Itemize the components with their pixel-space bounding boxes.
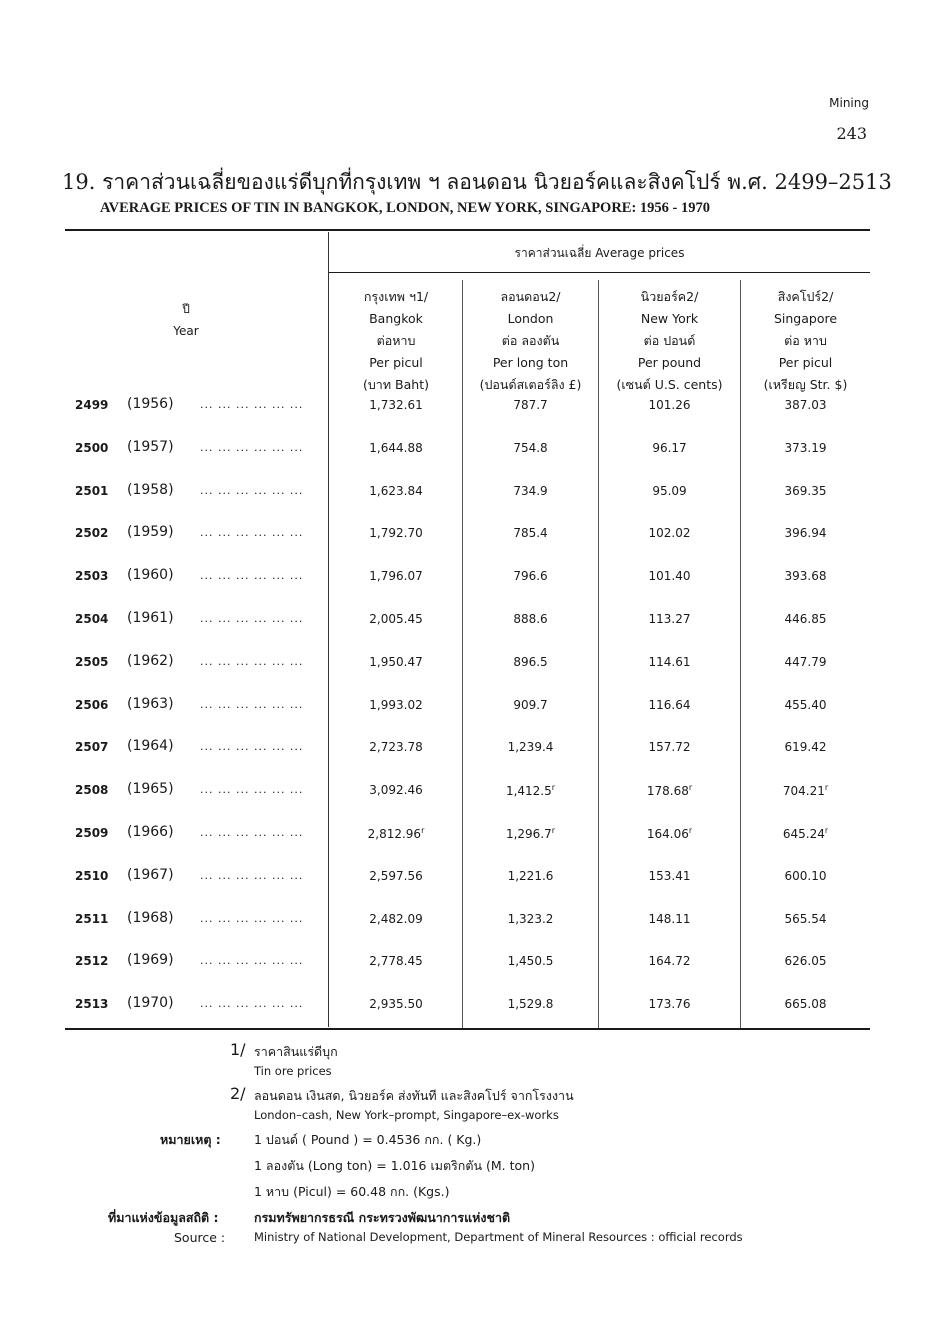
header-unit-thai: ต่อ หาบ [784, 333, 827, 348]
leader-dots [200, 441, 330, 454]
london-price-value: 896.5 [513, 654, 548, 669]
newyork-price-value: 114.61 [648, 654, 691, 669]
year-be-value: 2508 [75, 783, 109, 798]
london-price [463, 826, 598, 841]
london-price [463, 912, 598, 926]
revised-mark: r [824, 826, 829, 835]
year-ad [127, 952, 187, 968]
london-price-value: 734.9 [513, 483, 548, 498]
singapore-price-value: 665.08 [784, 997, 827, 1012]
leader-dots-value: ... ... ... ... ... ... [200, 654, 304, 668]
header-currency: (เซนต์ U.S. cents) [616, 377, 723, 392]
singapore-price [741, 569, 870, 583]
bangkok-price [330, 783, 462, 797]
bangkok-price-value: 1,792.70 [369, 526, 423, 541]
leader-dots-value: ... ... ... ... ... ... [200, 740, 304, 754]
page-number: 243 [836, 124, 867, 143]
source-thai: กรมทรัพยากรธรณี กระทรวงพัฒนาการแห่งชาติ [254, 1210, 511, 1225]
year-be [75, 826, 115, 840]
revised-mark: r [824, 783, 829, 793]
newyork-price-value: 102.02 [648, 526, 691, 541]
leader-dots [200, 698, 330, 711]
bangkok-price [330, 698, 462, 712]
singapore-price [741, 869, 870, 883]
footnote-1-thai: ราคาสินแร่ดีบุก [254, 1044, 338, 1059]
remark-pound: 1 ปอนด์ ( Pound ) = 0.4536 กก. ( Kg.) [254, 1132, 482, 1147]
newyork-price [599, 954, 740, 968]
leader-dots-value: ... ... ... ... ... ... [200, 997, 304, 1011]
bangkok-price [330, 826, 462, 841]
leader-dots-value: ... ... ... ... ... ... [200, 911, 304, 925]
london-price-value: 1,323.2 [507, 911, 554, 926]
year-ad [127, 696, 187, 712]
leader-dots-value: ... ... ... ... ... ... [200, 612, 304, 625]
bangkok-price-value: 1,950.47 [369, 654, 423, 669]
singapore-price-value: 446.85 [784, 612, 827, 626]
leader-dots [200, 484, 330, 497]
bangkok-price [330, 569, 462, 583]
london-price-value: 1,296.7 [505, 827, 552, 841]
year-be-value: 2499 [75, 398, 109, 412]
leader-dots [200, 826, 330, 839]
header-unit-english: Per long ton [492, 355, 569, 370]
header-thai: กรุงเทพ ฯ1/ [363, 289, 429, 304]
newyork-price-value: 153.41 [648, 868, 691, 883]
newyork-price [599, 441, 740, 455]
table-row [65, 866, 870, 889]
newyork-price-value: 157.72 [648, 740, 691, 755]
london-price [463, 569, 598, 583]
year-ad-value: (1969) [127, 952, 174, 969]
london-price [463, 997, 598, 1011]
singapore-price-value: 369.35 [784, 483, 827, 498]
year-be-value: 2512 [75, 954, 109, 969]
year-be [75, 869, 115, 883]
singapore-price-value: 645.24 [782, 827, 825, 841]
table-top-rule [65, 229, 870, 231]
leader-dots [200, 612, 330, 625]
year-be [75, 526, 115, 540]
year-be-value: 2510 [75, 868, 109, 883]
london-price-value: 1,239.4 [507, 740, 554, 755]
bangkok-price [330, 441, 462, 455]
year-ad-value: (1968) [127, 909, 174, 926]
header-unit-english: Per pound [637, 355, 702, 370]
header-unit-english: Per picul [778, 355, 833, 370]
newyork-price [599, 869, 740, 883]
year-ad [127, 738, 187, 754]
header-currency: (ปอนด์สเตอร์ลิง £) [479, 377, 582, 392]
year-be [75, 912, 115, 926]
leader-dots [200, 997, 330, 1010]
year-ad-value: (1957) [127, 438, 174, 455]
leader-dots-value: ... ... ... ... ... ... [200, 697, 304, 711]
table-row [65, 954, 870, 974]
singapore-price-value: 704.21 [782, 784, 825, 799]
leader-dots-value: ... ... ... ... ... ... [200, 954, 304, 968]
leader-dots [200, 869, 330, 882]
bangkok-price [330, 740, 462, 754]
year-ad-value: (1967) [127, 866, 174, 883]
london-price-value: 1,450.5 [507, 954, 554, 969]
year-ad [127, 396, 187, 412]
header-unit-thai: ต่อ ปอนด์ [643, 333, 696, 348]
bangkok-price-value: 1,796.07 [369, 569, 423, 584]
table-row [65, 826, 870, 846]
newyork-price-value: 173.76 [648, 997, 691, 1012]
year-ad-value: (1970) [127, 995, 174, 1012]
newyork-price-value: 113.27 [648, 612, 691, 626]
newyork-price [599, 569, 740, 583]
london-price [463, 954, 598, 968]
table-row [65, 526, 870, 546]
newyork-price [599, 740, 740, 754]
leader-dots-value: ... ... ... ... ... ... [200, 440, 304, 454]
table-row [65, 398, 870, 418]
table-row [65, 997, 870, 1017]
year-header-thai: ปี [182, 302, 190, 316]
table-row [65, 569, 870, 589]
year-column-header [150, 298, 222, 342]
london-column-header [463, 286, 598, 396]
year-ad [127, 439, 187, 455]
header-thai: ลอนดอน2/ [500, 289, 561, 304]
table-bottom-rule [65, 1028, 870, 1030]
london-price [463, 484, 598, 498]
year-ad [127, 653, 187, 669]
bangkok-price-value: 2,005.45 [369, 612, 423, 626]
singapore-price [741, 997, 870, 1011]
year-be [75, 997, 115, 1011]
newyork-price-value: 101.26 [648, 398, 691, 412]
header-english: London [507, 311, 554, 326]
bangkok-price-value: 1,644.88 [369, 440, 423, 455]
singapore-column-header [741, 286, 870, 396]
footnote-1-english: Tin ore prices [254, 1064, 332, 1078]
year-ad-value: (1965) [127, 781, 174, 798]
header-unit-thai: ต่อ ลองตัน [501, 333, 560, 348]
london-price-value: 909.7 [513, 697, 548, 712]
bangkok-price-value: 3,092.46 [369, 783, 423, 798]
average-prices-header: ราคาส่วนเฉลี่ย Average prices [514, 246, 685, 260]
newyork-price [599, 826, 740, 841]
table-row [65, 783, 870, 803]
newyork-price-value: 148.11 [648, 911, 691, 926]
header-english: Bangkok [369, 311, 423, 326]
header-thai: สิงคโปร์2/ [777, 289, 834, 304]
year-be-value: 2511 [75, 911, 109, 926]
newyork-price-value: 101.40 [648, 569, 691, 584]
newyork-price-value: 164.72 [648, 954, 691, 969]
singapore-price [741, 526, 870, 540]
newyork-price-value: 178.68 [646, 784, 689, 799]
year-ad [127, 824, 187, 840]
leader-dots-value: ... ... ... ... ... ... [200, 826, 304, 839]
london-price-value: 1,412.5 [505, 784, 552, 799]
london-price-value: 785.4 [513, 526, 548, 541]
bangkok-price [330, 398, 462, 412]
bangkok-price-value: 2,723.78 [369, 740, 423, 755]
source-thai-label: ที่มาแห่งข้อมูลสถิติ : [108, 1210, 219, 1225]
remark-long-ton: 1 ลองตัน (Long ton) = 1.016 เมตริกตัน (M. ton) [254, 1158, 535, 1173]
newyork-price [599, 612, 740, 626]
header-currency: (บาท Baht) [363, 377, 429, 392]
year-ad-value: (1960) [127, 567, 174, 584]
year-ad [127, 867, 187, 883]
leader-dots [200, 783, 330, 796]
newyork-price [599, 655, 740, 669]
year-ad-value: (1958) [127, 481, 174, 498]
singapore-price [741, 441, 870, 455]
leader-dots [200, 526, 330, 539]
year-be-value: 2502 [75, 526, 109, 541]
singapore-price-value: 393.68 [784, 569, 827, 584]
year-be [75, 441, 115, 455]
year-be [75, 612, 115, 626]
singapore-price-value: 600.10 [784, 868, 827, 883]
singapore-price-value: 619.42 [784, 740, 827, 755]
bangkok-price [330, 655, 462, 669]
year-be-value: 2503 [75, 569, 109, 584]
singapore-price [741, 912, 870, 926]
bangkok-price-value: 2,597.56 [369, 868, 423, 883]
bangkok-price [330, 484, 462, 498]
bangkok-price-value: 1,993.02 [369, 697, 423, 712]
year-be-value: 2505 [75, 654, 109, 669]
singapore-price-value: 396.94 [784, 526, 827, 541]
leader-dots-value: ... ... ... ... ... ... [200, 783, 304, 797]
year-ad [127, 524, 187, 540]
year-be [75, 398, 115, 412]
year-be [75, 783, 115, 797]
year-be-value: 2513 [75, 997, 109, 1012]
bangkok-price [330, 612, 462, 626]
leader-dots [200, 398, 330, 411]
london-price [463, 698, 598, 712]
revised-mark: r [688, 826, 693, 835]
bangkok-column-header [330, 286, 462, 396]
newyork-column-header [599, 286, 740, 396]
header-thai: นิวยอร์ค2/ [640, 289, 699, 304]
london-price [463, 526, 598, 540]
bangkok-price-value: 1,623.84 [369, 483, 423, 498]
london-price [463, 869, 598, 883]
london-price-value: 787.7 [513, 398, 548, 412]
footnote-2-mark: 2/ [230, 1084, 246, 1103]
singapore-price-value: 373.19 [784, 440, 827, 455]
footnote-1-mark: 1/ [230, 1040, 246, 1059]
newyork-price [599, 484, 740, 498]
singapore-price-value: 565.54 [784, 911, 827, 926]
year-be-value: 2506 [75, 697, 109, 712]
bangkok-price-value: 2,482.09 [369, 911, 423, 926]
leader-dots [200, 740, 330, 753]
leader-dots [200, 569, 330, 582]
newyork-price-value: 96.17 [652, 440, 687, 455]
bangkok-price [330, 997, 462, 1011]
singapore-price [741, 398, 870, 412]
singapore-price [741, 655, 870, 669]
singapore-price [741, 740, 870, 754]
title-english: AVERAGE PRICES OF TIN IN BANGKOK, LONDON, NEW YORK, SINGAPORE: 1956 - 1970 [100, 200, 711, 216]
table-row [65, 438, 870, 461]
table-row [65, 695, 870, 718]
year-ad-value: (1956) [127, 396, 174, 412]
header-currency: (เหรียญ Str. $) [763, 377, 848, 392]
newyork-price [599, 997, 740, 1011]
london-price [463, 740, 598, 754]
year-ad-value: (1964) [127, 738, 174, 755]
year-ad-value: (1961) [127, 610, 174, 626]
newyork-price [599, 912, 740, 926]
newyork-price [599, 698, 740, 712]
newyork-price-value: 116.64 [648, 697, 691, 712]
year-ad [127, 567, 187, 583]
bangkok-price-value: 2,778.45 [369, 954, 423, 969]
source-english: Ministry of National Development, Department of Mineral Resources : official records [254, 1230, 743, 1244]
header-english: Singapore [773, 311, 838, 326]
london-price [463, 655, 598, 669]
newyork-price [599, 398, 740, 412]
bangkok-price [330, 526, 462, 540]
table-row [65, 481, 870, 504]
london-price [463, 783, 598, 798]
footnote-2-english: London–cash, New York–prompt, Singapore–ex-works [254, 1108, 559, 1122]
newyork-price [599, 783, 740, 798]
london-price [463, 441, 598, 455]
leader-dots-value: ... ... ... ... ... ... [200, 526, 304, 540]
year-be-value: 2509 [75, 826, 109, 840]
revised-mark: r [421, 826, 425, 835]
year-be-value: 2500 [75, 440, 109, 455]
remark-label: หมายเหตุ : [160, 1132, 221, 1147]
london-price-value: 754.8 [513, 440, 548, 455]
average-prices-rule [329, 272, 870, 273]
revised-mark: r [551, 826, 556, 835]
revised-mark: r [551, 783, 556, 793]
leader-dots-value: ... ... ... ... ... ... [200, 569, 304, 583]
singapore-price [741, 826, 870, 841]
table-row [65, 652, 870, 675]
singapore-price [741, 954, 870, 968]
singapore-price-value: 447.79 [784, 654, 827, 669]
newyork-price-value: 164.06 [646, 827, 689, 841]
table-row [65, 740, 870, 760]
year-ad [127, 995, 187, 1011]
bangkok-price-value: 2,812.96 [367, 827, 422, 841]
year-ad [127, 610, 187, 626]
bangkok-price [330, 954, 462, 968]
header-english: New York [640, 311, 699, 326]
bangkok-price-value: 2,935.50 [369, 997, 423, 1012]
year-be [75, 698, 115, 712]
singapore-price-value: 387.03 [784, 398, 827, 412]
year-ad [127, 482, 187, 498]
bangkok-price [330, 869, 462, 883]
singapore-price [741, 484, 870, 498]
newyork-price [599, 526, 740, 540]
year-ad-value: (1966) [127, 824, 174, 840]
london-price-value: 1,221.6 [507, 868, 554, 883]
year-be [75, 569, 115, 583]
singapore-price [741, 698, 870, 712]
year-ad-value: (1959) [127, 524, 174, 541]
leader-dots [200, 954, 330, 967]
singapore-price [741, 612, 870, 626]
bangkok-price-value: 1,732.61 [369, 398, 423, 412]
leader-dots-value: ... ... ... ... ... ... [200, 483, 304, 497]
leader-dots [200, 912, 330, 925]
london-price-value: 888.6 [513, 612, 548, 626]
bangkok-price [330, 912, 462, 926]
remark-picul: 1 หาบ (Picul) = 60.48 กก. (Kgs.) [254, 1184, 450, 1199]
year-be [75, 954, 115, 968]
singapore-price-value: 455.40 [784, 697, 827, 712]
year-header-english: Year [173, 324, 199, 338]
section-label: Mining [829, 96, 869, 110]
revised-mark: r [688, 783, 693, 793]
year-be [75, 740, 115, 754]
header-unit-english: Per picul [369, 355, 423, 370]
singapore-price [741, 783, 870, 798]
year-be-value: 2504 [75, 612, 109, 626]
london-price [463, 398, 598, 412]
year-be-value: 2501 [75, 483, 109, 498]
year-ad-value: (1962) [127, 652, 174, 669]
year-be [75, 484, 115, 498]
title-thai: 19. ราคาส่วนเฉลี่ยของแร่ดีบุกที่กรุงเทพ ฯ ลอนดอน นิวยอร์คและสิงคโปร์ พ.ศ. 2499–2513 [62, 170, 892, 194]
source-english-label: Source : [174, 1230, 226, 1245]
london-price-value: 1,529.8 [507, 997, 554, 1012]
leader-dots [200, 655, 330, 668]
london-price [463, 612, 598, 626]
year-ad [127, 781, 187, 797]
year-ad [127, 910, 187, 926]
table-row [65, 909, 870, 932]
year-be-value: 2507 [75, 740, 109, 755]
singapore-price-value: 626.05 [784, 954, 827, 969]
leader-dots-value: ... ... ... ... ... ... [200, 868, 304, 882]
leader-dots-value: ... ... ... ... ... ... [200, 398, 304, 411]
table-row [65, 612, 870, 632]
year-ad-value: (1963) [127, 695, 174, 712]
footnote-2-thai: ลอนดอน เงินสด, นิวยอร์ค ส่งทันที และสิงคโปร์ จากโรงงาน [254, 1088, 574, 1103]
london-price-value: 796.6 [513, 569, 548, 584]
year-be [75, 655, 115, 669]
newyork-price-value: 95.09 [652, 483, 687, 498]
header-unit-thai: ต่อหาบ [376, 333, 416, 348]
